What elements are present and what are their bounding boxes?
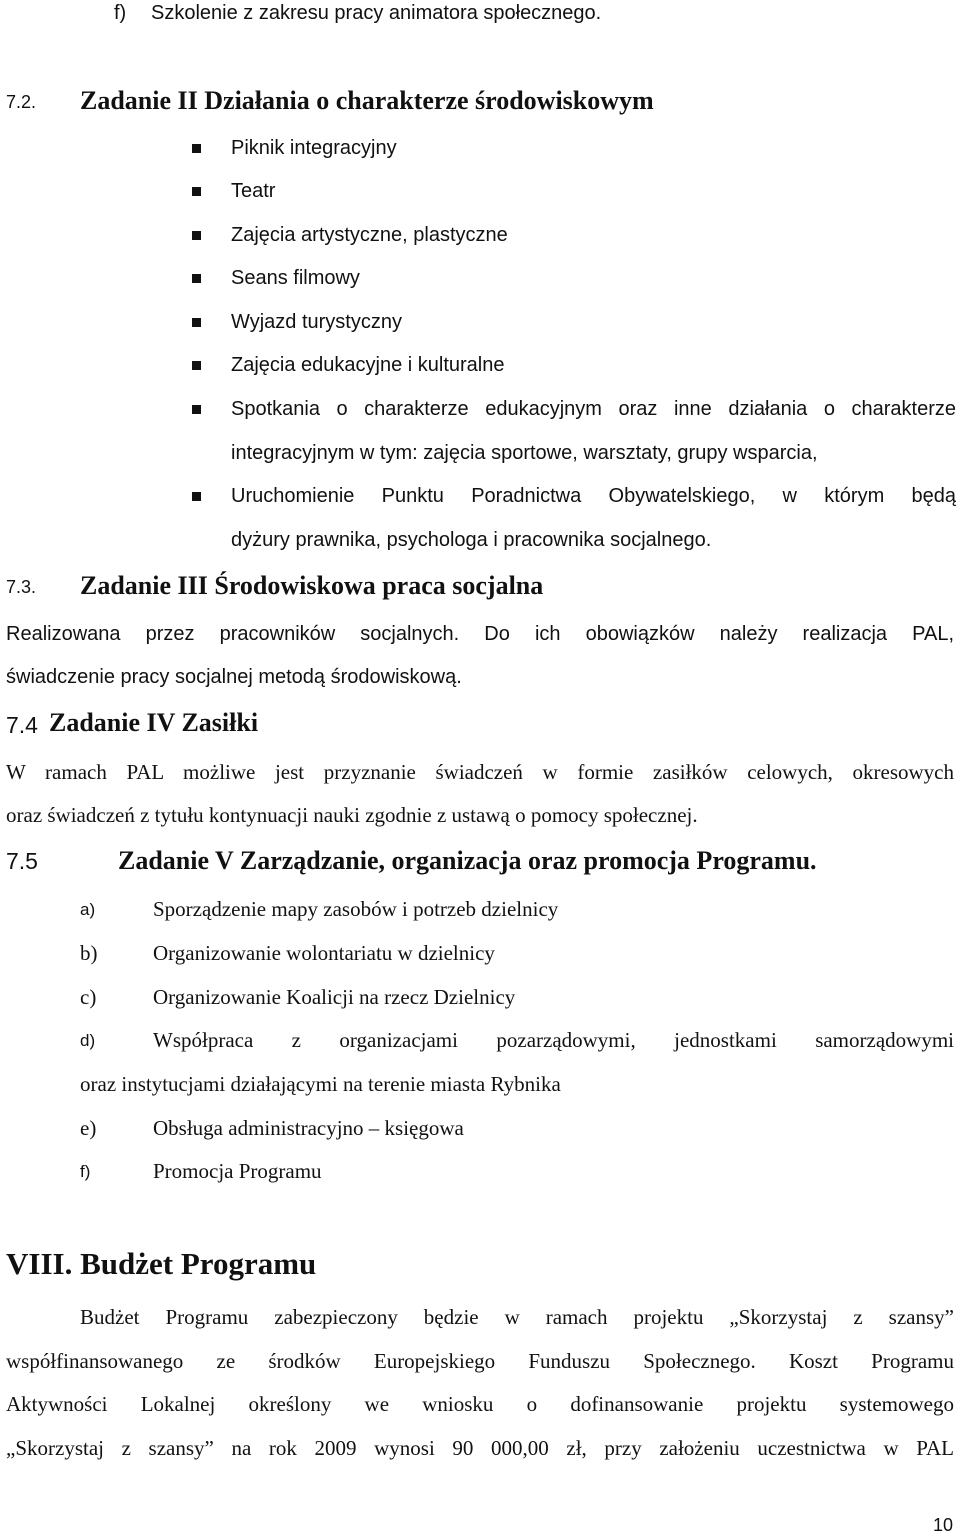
section-heading: Zadanie V Zarządzanie, organizacja oraz promocja Programu. bbox=[118, 846, 817, 875]
list-item: Zajęcia artystyczne, plastyczne bbox=[231, 224, 508, 246]
bullet-icon bbox=[192, 405, 201, 414]
list-item: Zajęcia edukacyjne i kulturalne bbox=[231, 354, 505, 376]
list-marker: f) bbox=[80, 1162, 91, 1181]
list-item: Współpraca z organizacjami pozarządowymi, jednostkami samorządowymi bbox=[153, 1028, 954, 1052]
list-marker: b) bbox=[80, 941, 98, 965]
list-marker: a) bbox=[80, 900, 96, 919]
list-item: Uruchomienie Punktu Poradnictwa Obywatelskiego, w którym będą bbox=[231, 485, 956, 507]
chapter-heading: VIII. Budżet Programu bbox=[6, 1246, 317, 1281]
bullet-icon bbox=[192, 492, 201, 501]
list-item: Piknik integracyjny bbox=[231, 137, 397, 159]
section-heading: Zadanie II Działania o charakterze środowiskowym bbox=[80, 86, 654, 115]
list-item: Promocja Programu bbox=[153, 1159, 322, 1183]
section-number: 7.2. bbox=[6, 92, 37, 112]
section-heading: Zadanie IV Zasiłki bbox=[49, 708, 259, 737]
paragraph-line: „Skorzystaj z szansy” na rok 2009 wynosi 90 000,00 zł, przy założeniu uczestnictwa w PAL bbox=[6, 1436, 954, 1460]
paragraph-line: W ramach PAL możliwe jest przyznanie świadczeń w formie zasiłków celowych, okresowych bbox=[6, 760, 954, 784]
paragraph-line: współfinansowanego ze środków Europejskiego Funduszu Społecznego. Koszt Programu bbox=[6, 1349, 954, 1373]
list-marker: f) bbox=[114, 2, 127, 24]
paragraph-line: świadczenie pracy socjalnej metodą środowiskową. bbox=[6, 666, 462, 688]
bullet-icon bbox=[192, 274, 201, 283]
list-item-continuation: dyżury prawnika, psychologa i pracownika socjalnego. bbox=[231, 529, 712, 551]
section-number: 7.3. bbox=[6, 577, 37, 597]
list-marker: d) bbox=[80, 1031, 96, 1050]
bullet-icon bbox=[192, 318, 201, 327]
list-item: Spotkania o charakterze edukacyjnym oraz inne działania o charakterze bbox=[231, 398, 956, 420]
paragraph-line: Aktywności Lokalnej określony we wniosku o dofinansowanie projektu systemowego bbox=[6, 1392, 954, 1416]
paragraph-line: Realizowana przez pracowników socjalnych. Do ich obowiązków należy realizacja PAL, bbox=[6, 623, 954, 645]
list-item: Organizowanie wolontariatu w dzielnicy bbox=[153, 941, 495, 965]
list-item: Sporządzenie mapy zasobów i potrzeb dzielnicy bbox=[153, 897, 559, 921]
section-number: 7.5 bbox=[6, 848, 38, 874]
section-number: 7.4 bbox=[6, 712, 38, 738]
bullet-icon bbox=[192, 144, 201, 153]
list-item: Obsługa administracyjno – księgowa bbox=[153, 1116, 464, 1140]
list-item: Wyjazd turystyczny bbox=[231, 311, 402, 333]
list-marker: c) bbox=[80, 985, 97, 1009]
bullet-icon bbox=[192, 187, 201, 196]
list-marker: e) bbox=[80, 1116, 97, 1140]
paragraph-line: oraz świadczeń z tytułu kontynuacji nauki zgodnie z ustawą o pomocy społecznej. bbox=[6, 803, 698, 827]
bullet-icon bbox=[192, 361, 201, 370]
list-item: Organizowanie Koalicji na rzecz Dzielnicy bbox=[153, 985, 516, 1009]
list-item-continuation: oraz instytucjami działającymi na terenie miasta Rybnika bbox=[80, 1072, 561, 1096]
list-item-continuation: integracyjnym w tym: zajęcia sportowe, warsztaty, grupy wsparcia, bbox=[231, 442, 818, 464]
list-item-text: Szkolenie z zakresu pracy animatora społecznego. bbox=[151, 2, 602, 24]
page-number: 10 bbox=[933, 1515, 954, 1535]
bullet-icon bbox=[192, 231, 201, 240]
paragraph-line: Budżet Programu zabezpieczony będzie w ramach projektu „Skorzystaj z szansy” bbox=[80, 1305, 954, 1329]
list-item: Seans filmowy bbox=[231, 267, 360, 289]
section-heading: Zadanie III Środowiskowa praca socjalna bbox=[80, 571, 544, 600]
list-item: Teatr bbox=[231, 180, 276, 202]
